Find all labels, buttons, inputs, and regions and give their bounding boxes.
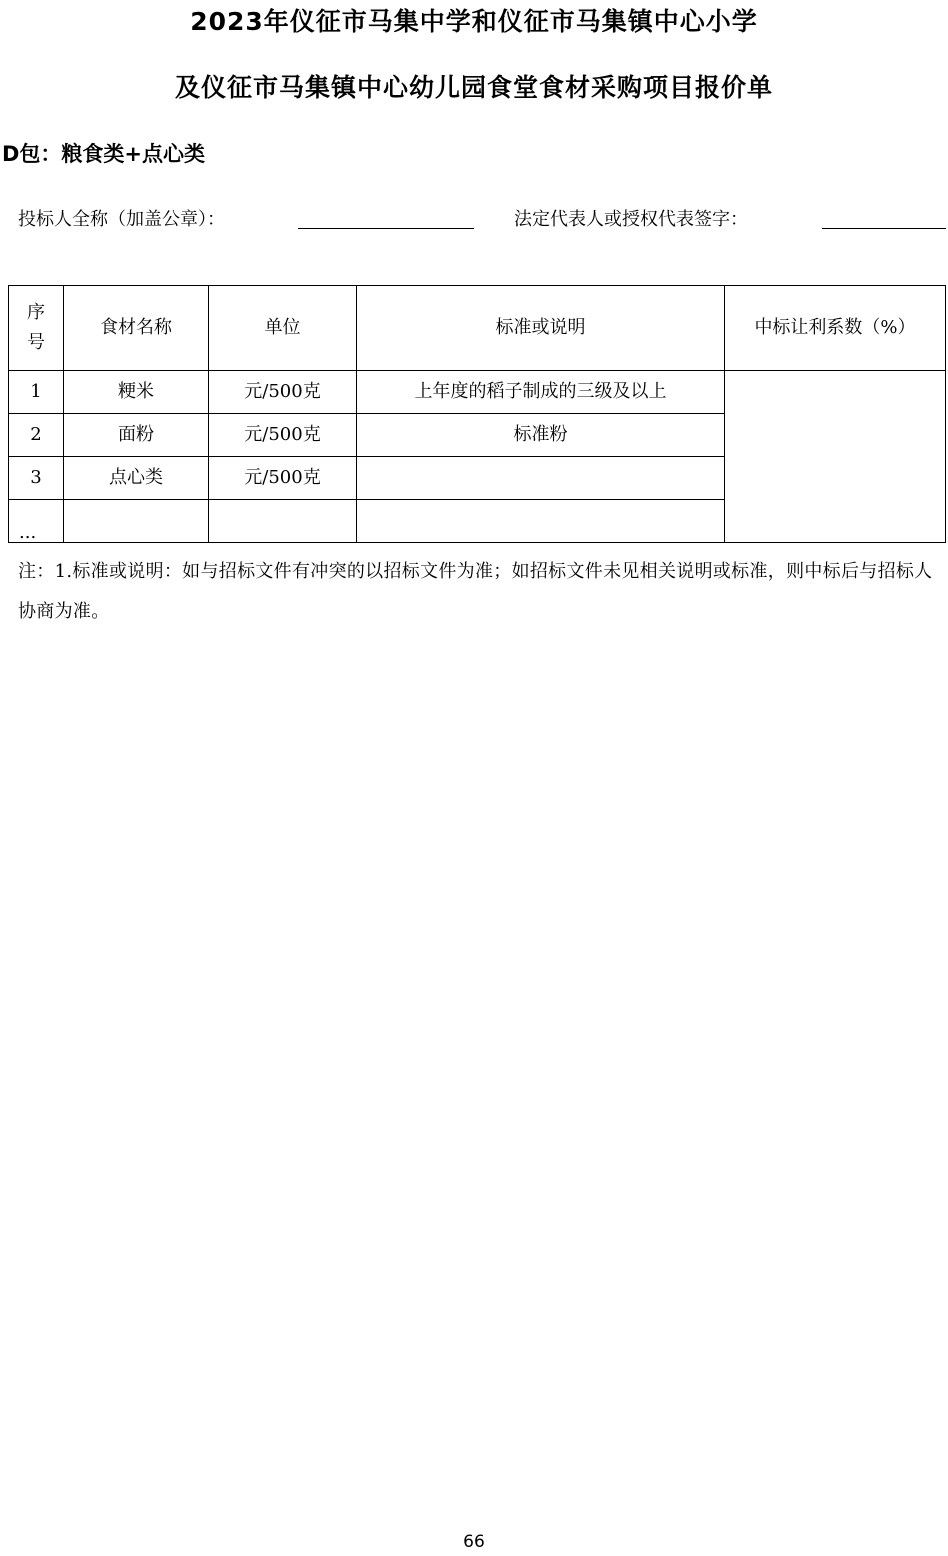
- cell-seq: 2: [9, 414, 64, 457]
- header-unit: 单位: [209, 286, 357, 371]
- cell-seq: 1: [9, 371, 64, 414]
- header-food-name: 食材名称: [64, 286, 209, 371]
- cell-unit: [209, 500, 357, 543]
- cell-food-name: 点心类: [64, 457, 209, 500]
- footnote: 注：1.标准或说明：如与招标文件有冲突的以招标文件为准；如招标文件未见相关说明或标准，则中标后与招标人协商为准。: [18, 561, 933, 622]
- bidder-name-blank[interactable]: [298, 228, 474, 229]
- document-title-line-2: 及仪征市马集镇中心幼儿园食堂食材采购项目报价单: [174, 73, 773, 102]
- bidder-name-label: 投标人全称（加盖公章）：: [18, 209, 225, 230]
- header-discount-coefficient: 中标让利系数（%）: [725, 286, 946, 371]
- cell-unit: 元/500克: [209, 371, 357, 414]
- representative-signature-blank[interactable]: [822, 228, 946, 229]
- signature-row: [0, 205, 948, 237]
- table-row: [9, 371, 946, 414]
- package-label: D包：粮食类+点心类: [2, 142, 206, 166]
- header-seq: [9, 286, 64, 371]
- cell-standard: [357, 500, 725, 543]
- quote-table: [8, 285, 946, 543]
- page-number: 66: [463, 1532, 485, 1552]
- cell-seq: 3: [9, 457, 64, 500]
- header-seq-line-2: 号: [27, 332, 45, 353]
- cell-unit: 元/500克: [209, 414, 357, 457]
- header-standard: 标准或说明: [357, 286, 725, 371]
- cell-seq: ...: [9, 500, 64, 543]
- cell-unit: 元/500克: [209, 457, 357, 500]
- document-title-line-1: 2023年仪征市马集中学和仪征市马集镇中心小学: [190, 7, 758, 36]
- cell-discount-coefficient-input[interactable]: [725, 371, 946, 543]
- cell-standard: 上年度的稻子制成的三级及以上: [357, 371, 725, 414]
- header-seq-line-1: 序: [27, 302, 45, 323]
- cell-standard: 标准粉: [357, 414, 725, 457]
- representative-signature-label: 法定代表人或授权代表签字：: [514, 209, 748, 230]
- table-header-row: [9, 286, 946, 371]
- cell-standard: [357, 457, 725, 500]
- cell-food-name: 面粉: [64, 414, 209, 457]
- cell-food-name: 粳米: [64, 371, 209, 414]
- cell-food-name: [64, 500, 209, 543]
